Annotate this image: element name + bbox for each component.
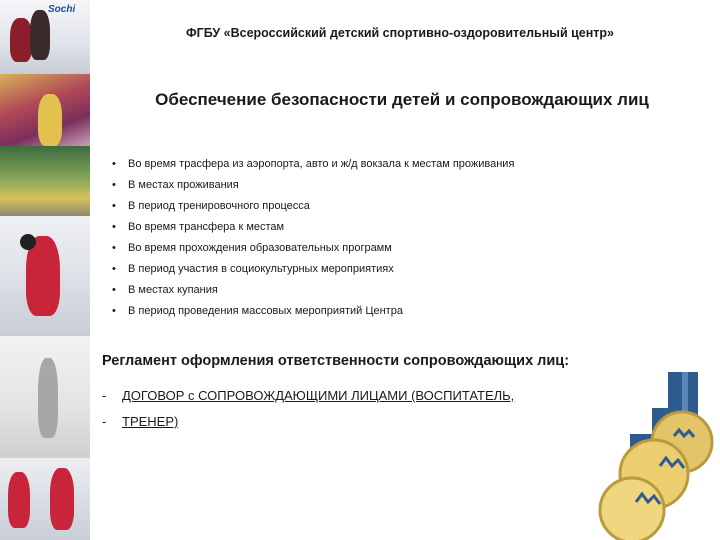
bullet-item: • В местах проживания bbox=[112, 179, 632, 192]
sochi-logo: Sochi bbox=[48, 4, 76, 15]
regulation-item bbox=[102, 388, 642, 414]
olympic-medals-image bbox=[590, 370, 720, 540]
bullet-item: • В местах купания bbox=[112, 284, 632, 297]
safety-bullet-list bbox=[112, 150, 632, 318]
figure-skater-photo bbox=[0, 336, 90, 458]
skater-figure bbox=[10, 18, 32, 62]
bullet-item: • Во время трансфера к местам bbox=[112, 221, 632, 234]
helmet-shape bbox=[20, 234, 36, 250]
bullet-item: • В период проведения массовых мероприятий Центра bbox=[112, 305, 632, 318]
bullet-item: • В период участия в социокультурных мероприятиях bbox=[112, 263, 632, 276]
figure-skating-pair-photo bbox=[0, 0, 90, 74]
sports-photo-strip bbox=[0, 0, 90, 540]
dash-marker: - bbox=[102, 388, 107, 403]
hockey-player-figure bbox=[8, 472, 30, 528]
regulation-item-text: ТРЕНЕР) bbox=[122, 414, 179, 429]
regulation-list bbox=[102, 388, 642, 440]
children-group-photo bbox=[0, 146, 90, 216]
hockey-match-photo bbox=[0, 458, 90, 540]
regulation-subheading: Регламент оформления ответственности сопровождающих лиц: bbox=[102, 353, 570, 369]
skater-figure bbox=[38, 358, 58, 438]
bullet-item: • В период тренировочного процесса bbox=[112, 200, 632, 213]
slide-title: Обеспечение безопасности детей и сопровождающих лиц bbox=[155, 90, 649, 109]
bullet-item: • Во время трасфера из аэропорта, авто и ж/д вокзала к местам проживания bbox=[112, 158, 632, 171]
skater-figure bbox=[30, 10, 50, 60]
spectator-figure bbox=[38, 94, 62, 146]
hockey-player-photo bbox=[0, 216, 90, 336]
regulation-item-text: ДОГОВОР с СОПРОВОЖДАЮЩИМИ ЛИЦАМИ (ВОСПИТАТЕЛЬ, bbox=[122, 388, 515, 403]
hockey-player-figure bbox=[50, 468, 74, 530]
dash-marker: - bbox=[102, 414, 107, 429]
organization-header: ФГБУ «Всероссийский детский спортивно-оздоровительный центр» bbox=[185, 26, 615, 40]
bullet-item: • Во время прохождения образовательных программ bbox=[112, 242, 632, 255]
gold-medal bbox=[600, 478, 664, 540]
crowd-photo bbox=[0, 74, 90, 146]
regulation-item bbox=[102, 414, 642, 440]
